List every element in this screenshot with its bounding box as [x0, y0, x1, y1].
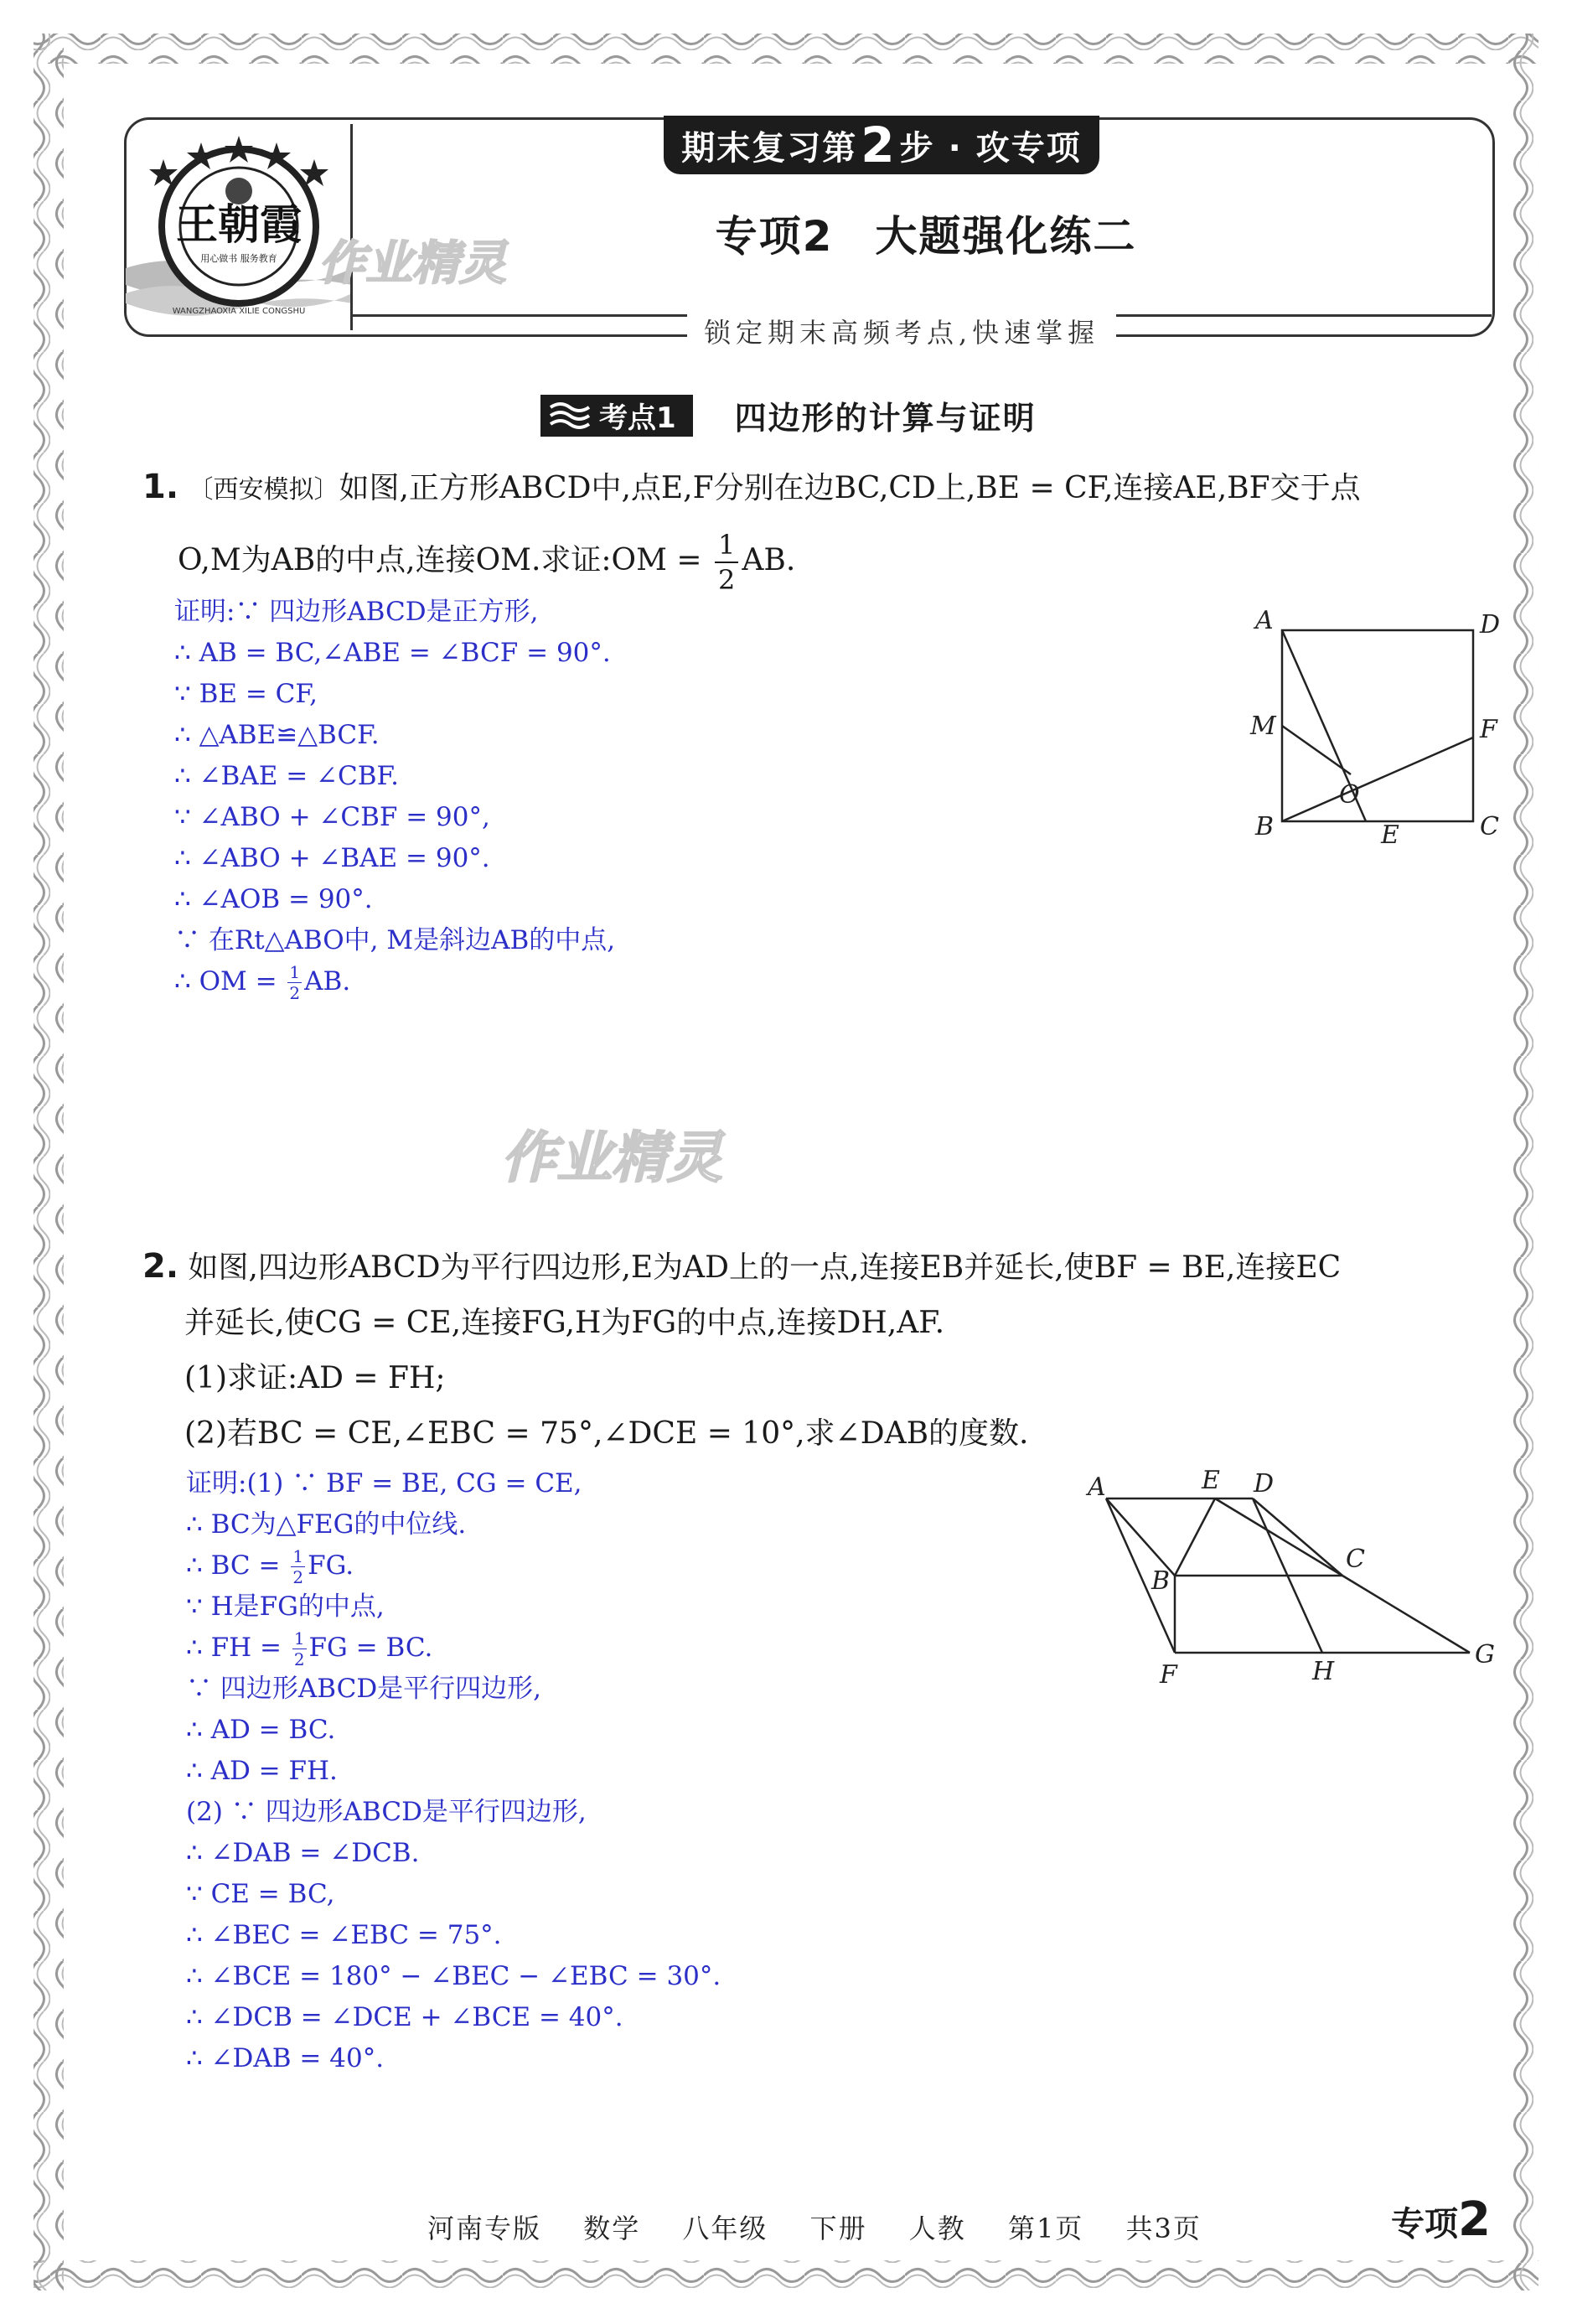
problem1-line2-post: AB. — [742, 543, 796, 577]
label-H: H — [1312, 1657, 1335, 1686]
footer-volume: 下册 — [809, 2213, 867, 2244]
solution-line: ∵ 在Rt△ABO中, M是斜边AB的中点, — [174, 925, 616, 955]
solution-line: ∴ ∠AOB = 90°. — [174, 884, 373, 914]
solution-line: ∴ AB = BC,∠ABE = ∠BCF = 90°. — [174, 638, 611, 668]
watermark-top: 作业精灵 — [318, 236, 506, 291]
tagline: 锁定期末高频考点,快速掌握 — [687, 312, 1116, 350]
footer-total: 共3页 — [1125, 2213, 1202, 2244]
logo-ring-text: WANGZHAOXIA XILIE CONGSHU — [172, 307, 306, 316]
topic-title-part2: 大题强化练二 — [875, 212, 1137, 261]
solution-fraction — [287, 964, 302, 1002]
footer-tag-number: 2 — [1458, 2192, 1491, 2247]
footer-info — [427, 2208, 1222, 2246]
problem1-figure — [1232, 603, 1500, 855]
solution-fraction — [292, 1630, 307, 1668]
step-banner — [664, 116, 1099, 174]
solution-last-post: AB. — [304, 966, 351, 996]
wave-lines-icon — [549, 401, 591, 431]
problem2-line2: 并延长,使CG = CE,连接FG,H为FG的中点,连接DH,AF. — [184, 1306, 945, 1340]
label-M: M — [1250, 712, 1276, 741]
problem1-source: 〔西安模拟〕 — [188, 475, 339, 505]
label-A: A — [1255, 606, 1274, 635]
solution-line: ∴ ∠DCB = ∠DCE + ∠BCE = 40°. — [186, 2002, 623, 2032]
solution-fraction — [291, 1548, 305, 1586]
solution-line: ∴ ∠ABO + ∠BAE = 90°. — [174, 843, 490, 873]
solution-line: ∵ H是FG的中点, — [186, 1592, 385, 1622]
footer-topic-tag — [1391, 2192, 1491, 2247]
solution-line: ∴ ∠BCE = 180° − ∠BEC − ∠EBC = 30°. — [186, 1961, 721, 1991]
section-title: 四边形的计算与证明 — [734, 400, 1037, 437]
problem1-number: 1. — [142, 468, 179, 506]
solution-line: ∴ AD = BC. — [186, 1715, 336, 1745]
label-B: B — [1255, 812, 1275, 841]
solution-l3-pre: ∴ BC = — [186, 1550, 281, 1581]
problem1-line2-pre: O,M为AB的中点,连接OM.求证:OM = — [178, 543, 702, 577]
label-F: F — [1160, 1660, 1177, 1690]
problem2-figure — [1081, 1463, 1500, 1698]
section-badge — [540, 395, 693, 437]
solution-line: ∴ AD = FH. — [186, 1756, 338, 1786]
footer-publisher: 人教 — [908, 2213, 966, 2244]
label-C: C — [1480, 812, 1499, 841]
solution-line: ∴ ∠DAB = 40°. — [186, 2043, 385, 2073]
footer-page: 第1页 — [1007, 2213, 1084, 2244]
solution-l3-post: FG. — [308, 1550, 354, 1581]
problem2-number: 2. — [142, 1247, 179, 1286]
solution-line: (2) ∵ 四边形ABCD是平行四边形, — [186, 1797, 587, 1827]
topic-title-part1: 专项2 — [715, 212, 834, 261]
solution-l5-post: FG = BC. — [308, 1633, 433, 1663]
problem1-line1: 如图,正方形ABCD中,点E,F分别在边BC,CD上,BE = CF,连接AE,BF交于点 — [339, 471, 1361, 505]
problem2-part2: (2)若BC = CE,∠EBC = 75°,∠DCE = 10°,求∠DAB的度数. — [184, 1416, 1029, 1451]
solution-line — [186, 1628, 721, 1669]
solution-line: ∵ 四边形ABCD是平行四边形, — [186, 1674, 542, 1704]
label-D: D — [1254, 1469, 1275, 1498]
step-banner-number: 2 — [861, 116, 897, 173]
solution-line: ∴ ∠DAB = ∠DCB. — [186, 1838, 420, 1868]
topic-title — [369, 203, 1483, 263]
solution-line: 证明:∵ 四边形ABCD是正方形, — [174, 597, 539, 627]
problem1-statement — [142, 459, 1500, 596]
solution-line — [174, 961, 615, 1002]
step-banner-before: 期末复习第 — [681, 128, 858, 168]
frac-num: 1 — [293, 1628, 305, 1649]
section-heading — [540, 392, 1037, 438]
section-badge-label: 考点1 — [599, 401, 676, 435]
problem1-fraction — [715, 529, 738, 596]
label-A: A — [1088, 1473, 1106, 1502]
frac-num: 1 — [292, 1546, 304, 1566]
solution-line: ∴ BC为△FEG的中位线. — [186, 1509, 467, 1540]
solution-line: ∴ △ABE≌△BCF. — [174, 720, 380, 750]
frac-den: 2 — [292, 1567, 304, 1587]
problem1-solution — [174, 592, 615, 1002]
label-E: E — [1202, 1466, 1220, 1495]
label-E: E — [1381, 820, 1399, 850]
footer-tag-text: 专项 — [1391, 2205, 1458, 2244]
solution-line: ∴ ∠BEC = ∠EBC = 75°. — [186, 1920, 502, 1950]
label-C: C — [1346, 1545, 1365, 1574]
footer-subject: 数学 — [583, 2213, 641, 2244]
label-F: F — [1480, 715, 1497, 744]
label-B: B — [1151, 1566, 1171, 1596]
solution-line: ∵ CE = BC, — [186, 1879, 335, 1909]
logo-slogan: 用心做书 服务教育 — [200, 253, 277, 264]
solution-last-pre: ∴ OM = — [174, 966, 277, 996]
solution-l5-pre: ∴ FH = — [186, 1633, 282, 1663]
solution-line: ∵ ∠ABO + ∠CBF = 90°, — [174, 802, 490, 832]
label-D: D — [1480, 610, 1500, 639]
watermark-middle: 作业精灵 — [501, 1126, 722, 1190]
frac-den: 2 — [293, 1649, 305, 1669]
label-O: O — [1339, 780, 1360, 810]
solution-line: ∵ BE = CF, — [174, 679, 318, 709]
problem1-frac-den: 2 — [718, 564, 736, 596]
solution-line: ∴ ∠BAE = ∠CBF. — [174, 761, 400, 791]
problem1-frac-num: 1 — [715, 531, 738, 563]
frac-den: 2 — [289, 983, 301, 1003]
problem2-part1: (1)求证:AD = FH; — [184, 1361, 446, 1395]
label-G: G — [1475, 1640, 1495, 1669]
problem2-line1: 如图,四边形ABCD为平行四边形,E为AD上的一点,连接EB并延长,使BF = BE,连接EC — [188, 1250, 1342, 1285]
frac-num: 1 — [289, 962, 301, 982]
solution-line: 证明:(1) ∵ BF = BE, CG = CE, — [186, 1468, 582, 1498]
problem2-statement — [142, 1239, 1500, 1462]
problem2-solution — [186, 1463, 721, 2079]
logo-brand: 王朝霞 — [176, 199, 302, 249]
step-banner-after: 步 · 攻专项 — [899, 128, 1082, 168]
footer-grade: 八年级 — [682, 2213, 768, 2244]
footer-edition: 河南专版 — [427, 2213, 542, 2244]
solution-line — [186, 1545, 721, 1586]
